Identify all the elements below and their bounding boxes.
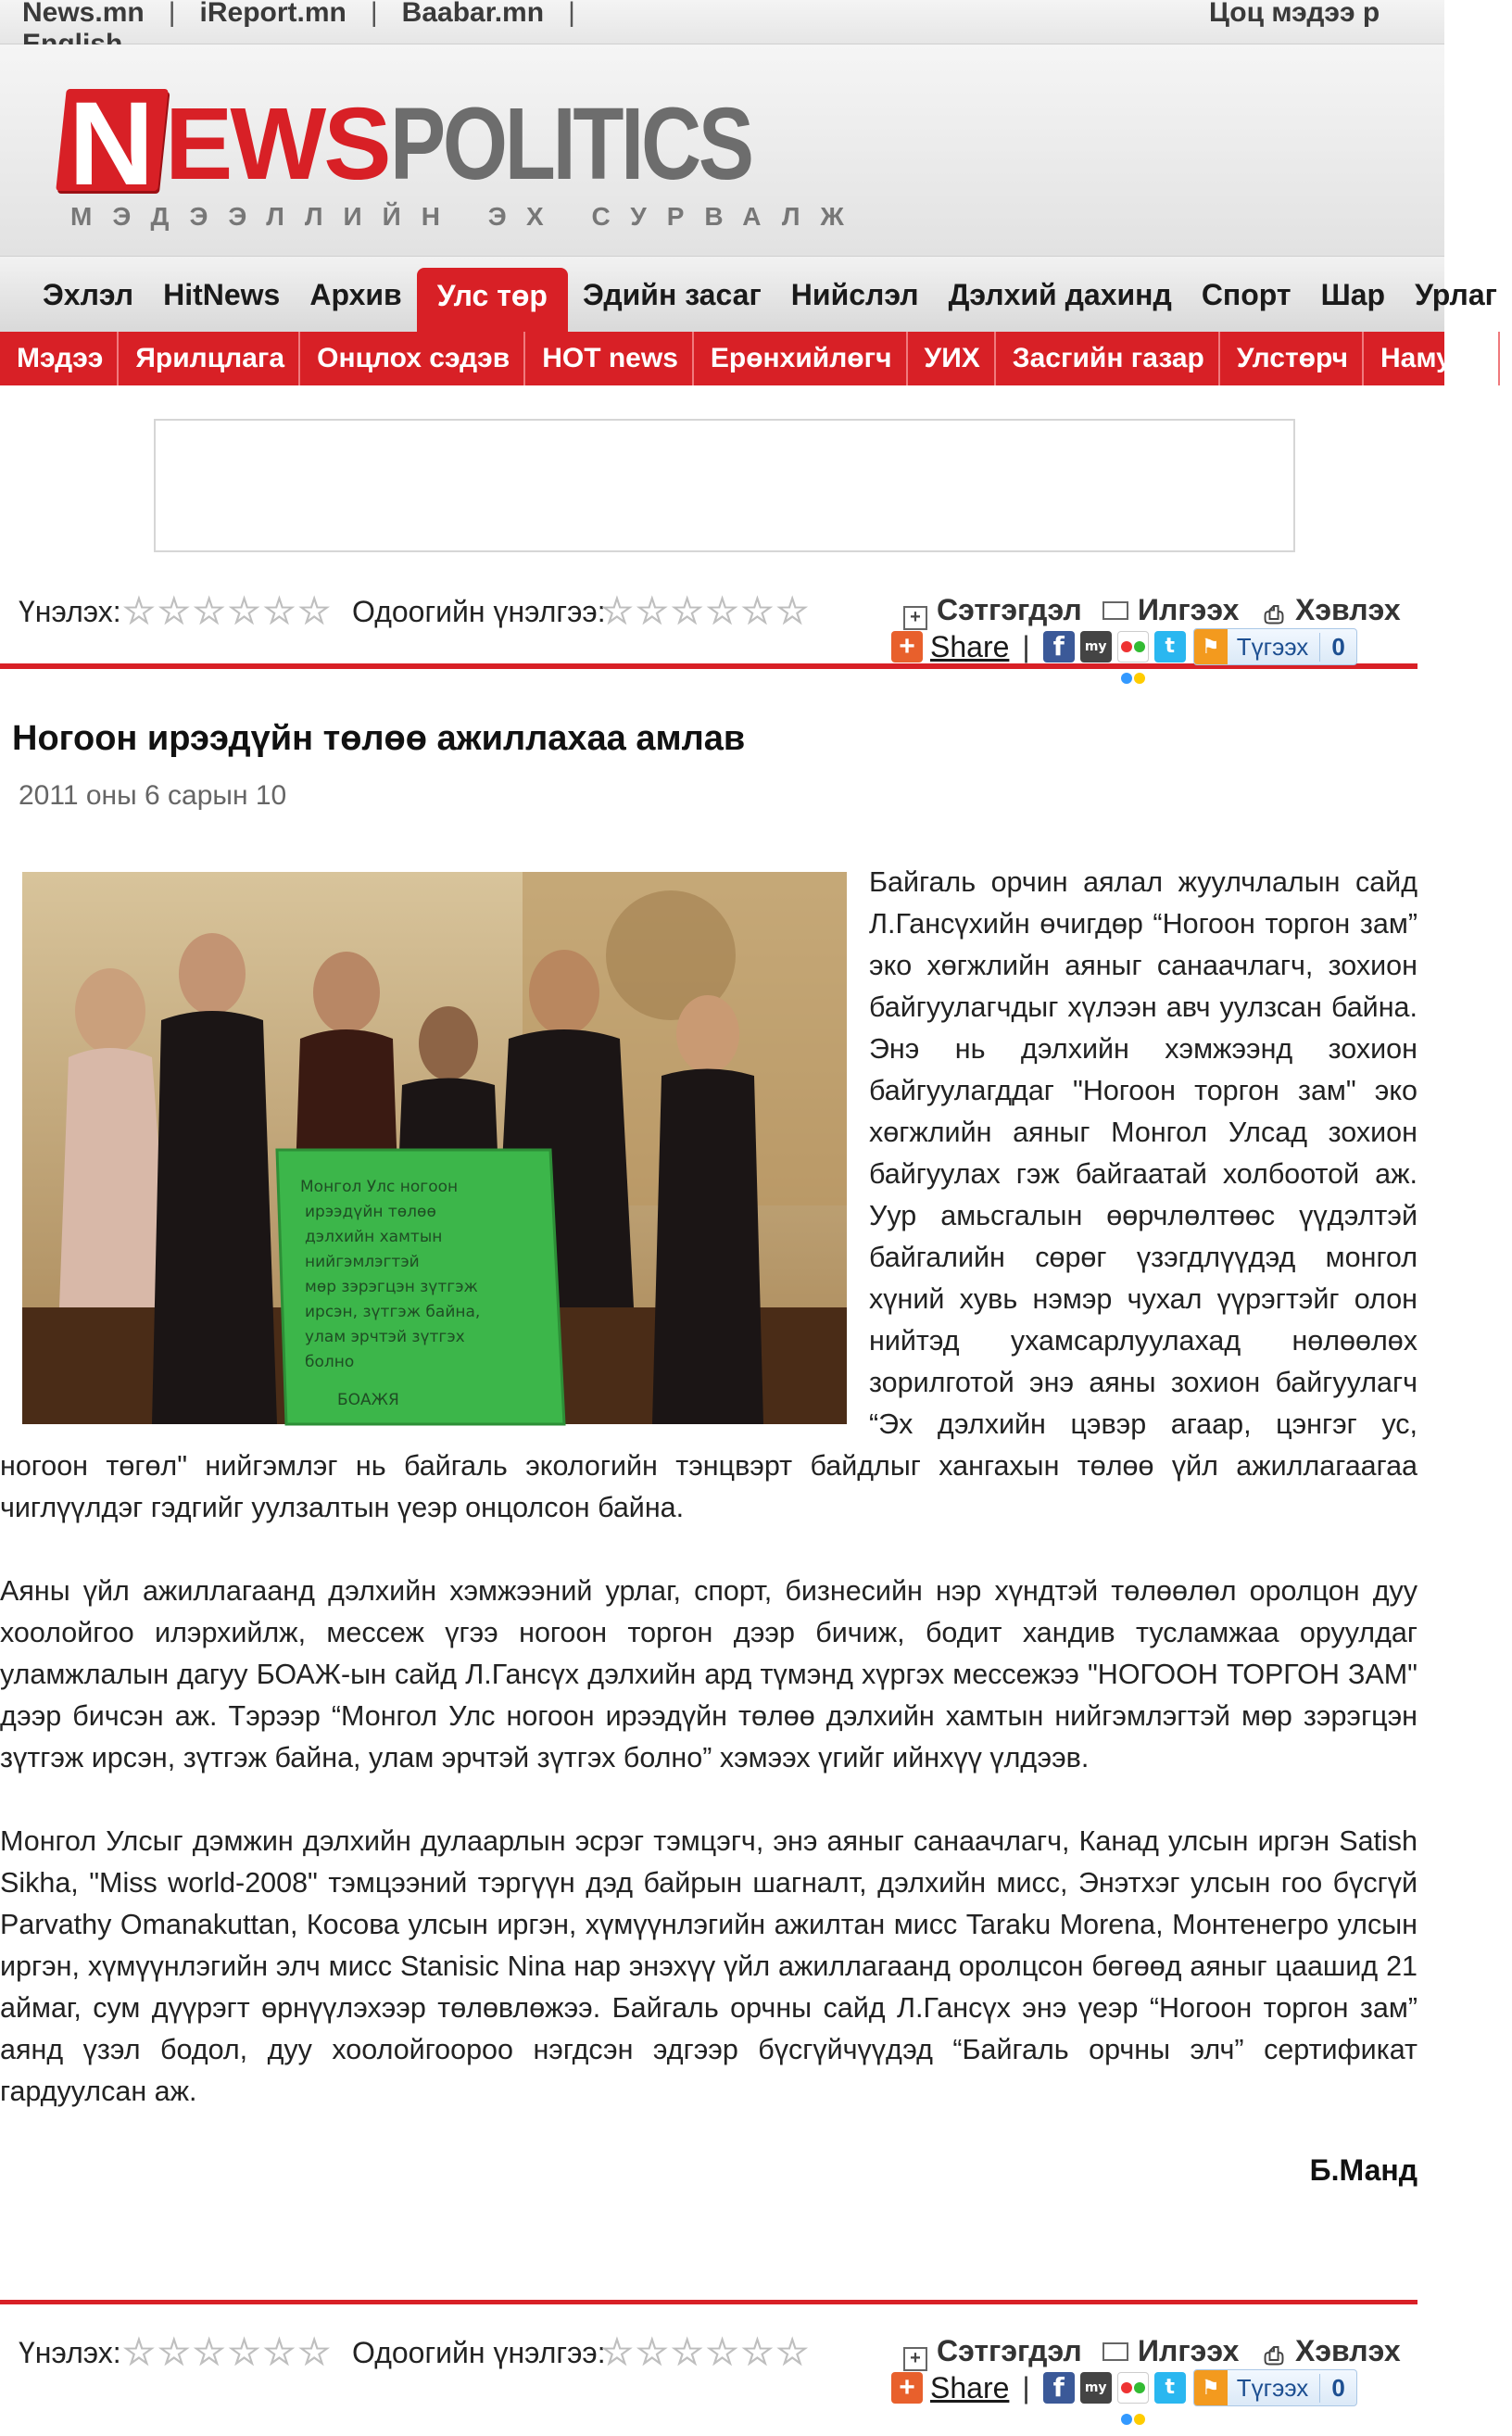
nav-item-politics[interactable]: Улс төр bbox=[417, 268, 568, 333]
article-date: 2011 оны 6 сарын 10 bbox=[19, 780, 287, 811]
twitter-icon[interactable]: t bbox=[1154, 631, 1186, 663]
article-tools-top bbox=[0, 574, 1418, 669]
subnav-item-interview[interactable]: Ярилцлага bbox=[119, 332, 300, 385]
star-icon: ☆ bbox=[635, 591, 669, 632]
star-icon[interactable]: ☆ bbox=[122, 2332, 156, 2373]
print-label: Хэвлэх bbox=[1295, 2334, 1401, 2367]
nav-item-hitnews[interactable]: HitNews bbox=[163, 278, 281, 311]
follow-label: Түгээх bbox=[1236, 2373, 1309, 2402]
current-rating-stars bbox=[600, 2334, 809, 2371]
myworld-icon[interactable]: my bbox=[1080, 2372, 1112, 2404]
star-icon[interactable]: ☆ bbox=[262, 591, 296, 632]
facebook-icon[interactable]: f bbox=[1043, 2372, 1075, 2404]
subnav-item-news[interactable]: Мэдээ bbox=[0, 332, 119, 385]
star-icon[interactable]: ☆ bbox=[262, 2332, 296, 2373]
banner-line: ирээдүйн төлөө bbox=[305, 1203, 436, 1221]
banner-line: болно bbox=[305, 1353, 355, 1371]
separator: | bbox=[1022, 629, 1030, 663]
print-label: Хэвлэх bbox=[1295, 593, 1401, 626]
star-icon[interactable]: ☆ bbox=[297, 591, 332, 632]
print-icon: ⎙ bbox=[1264, 600, 1284, 628]
star-icon[interactable]: ☆ bbox=[297, 2332, 332, 2373]
banner-line: улам эрчтэй зүтгэх bbox=[305, 1328, 465, 1346]
article-photo bbox=[22, 872, 847, 1424]
top-bar bbox=[0, 0, 1444, 44]
banner-line: ирсэн, зүтгэж байна, bbox=[305, 1303, 481, 1321]
separator: | bbox=[568, 0, 575, 28]
star-icon: ☆ bbox=[670, 591, 704, 632]
site-header bbox=[0, 44, 1444, 256]
rate-label: Үнэлэх: bbox=[19, 595, 121, 628]
star-icon[interactable]: ☆ bbox=[157, 2332, 191, 2373]
email-button[interactable] bbox=[1102, 2334, 1239, 2368]
facebook-icon[interactable]: f bbox=[1043, 631, 1075, 663]
star-icon[interactable]: ☆ bbox=[192, 591, 226, 632]
comment-button[interactable] bbox=[903, 2334, 1082, 2371]
follow-count: 0 bbox=[1319, 2374, 1355, 2403]
star-icon: ☆ bbox=[635, 2332, 669, 2373]
email-button[interactable] bbox=[1102, 593, 1239, 627]
twitter-icon[interactable]: t bbox=[1154, 2372, 1186, 2404]
nav-item-archive[interactable]: Архив bbox=[309, 278, 402, 311]
star-icon: ☆ bbox=[775, 591, 810, 632]
link-news-mn[interactable]: News.mn bbox=[22, 0, 145, 28]
banner-line: БОАЖЯ bbox=[337, 1391, 399, 1409]
star-icon[interactable]: ☆ bbox=[227, 2332, 261, 2373]
share-plus-icon[interactable]: + bbox=[891, 631, 923, 663]
comment-label: Сэтгэгдэл bbox=[937, 2334, 1082, 2367]
article-paragraph: Монгол Улсыг дэмжин дэлхийн дулаарлын эсрэг тэмцэгч, энэ аяныг санаачлагч, Канад улсын иргэн Satish Sikha, "Miss world-2008" тэмцээний тэргүүн дэд байрын шагналт, дэлхийн мисс, Энэтхэг улсын гоо бүсгүй Parvathy Omanakuttan, Косова улсын иргэн, хүмүүнлэгийн ажилтан мисс Taraku Morena, Монтенегро улсын иргэн, хүмүүнлэгийн элч мисс Stanisic Nina нар энэхүү үйл ажиллагаанд оролцсон бөгөөд аяныг цаашид 21 аймаг, сум дүүрэгт өрнүүлэхээр төлөвлөжээ. Байгаль орчны сайд Л.Гансүх энэ үеэр “Ногоон торгон зам” аянд үзэл бодол, дуу хоолойгоороо нэгдсэн эдгээр бүсгүйчүүдэд “Байгаль орчны элч” сертификат гардуулсан аж. bbox=[0, 1825, 1418, 2107]
star-icon: ☆ bbox=[705, 591, 739, 632]
article-photo-illustration bbox=[22, 872, 847, 1424]
link-ireport-mn[interactable]: iReport.mn bbox=[199, 0, 346, 28]
share-link[interactable]: Share bbox=[930, 629, 1010, 663]
comment-label: Сэтгэгдэл bbox=[937, 593, 1082, 626]
current-rating-stars bbox=[600, 593, 809, 630]
logo-letter: N bbox=[69, 78, 151, 210]
article-title: Ногоон ирээдүйн төлөө ажиллахаа амлав bbox=[12, 719, 746, 758]
ad-banner-placeholder[interactable] bbox=[154, 419, 1295, 552]
breaking-news-link[interactable]: Цоц мэдээ р bbox=[1209, 0, 1380, 28]
current-rating-label: Одоогийн үнэлгээ: bbox=[352, 595, 606, 628]
logo-tagline: МЭДЭЭЛЛИЙН ЭХ СУРВАЛЖ bbox=[70, 202, 864, 231]
article-paragraph: Байгаль орчин аялал жуулчлалын сайд Л.Гансүхийн өчигдөр “Ногоон торгон зам” эко хөгжлийн аяныг санаачлагч, зохион байгуулагчдыг хүлээн авч уулзсан байна. Энэ нь дэлхийн хэмжээнд зохион байгуулагддаг "Ногоон торгон зам" эко хөгжлийн аяныг Монгол Улсад зохион байгуулах гэж байгаатай холбоотой аж. Уур амьсгалын өөрчлөлтөөс үүдэлтэй байгалийн сөрөг үзэгдлүүдэд монгол хүний хувь нэмэр чухал үүрэгтэйг олон нийтэд ухамсарлуулахад нөлөөлөх зорилготой энэ аяны зохион байгуулагч “Эх дэлхийн цэвэр агаар, цэнгэг ус, ногоон төгөл" нийгэмлэг нь байгаль экологийн тэнцвэрт байдлыг хангахын төлөө үйл ажиллагаагаа чиглүүлдэг гэдгийг уулзалтын үеэр онцолсон байна. bbox=[0, 866, 1418, 1523]
nav-item-economy[interactable]: Эдийн засаг bbox=[582, 278, 762, 311]
comment-button[interactable] bbox=[903, 593, 1082, 630]
star-icon: ☆ bbox=[705, 2332, 739, 2373]
star-icon: ☆ bbox=[740, 591, 775, 632]
banner-line: Монгол Улс ногоон bbox=[300, 1178, 459, 1196]
article-tools-bottom bbox=[0, 2300, 1418, 2404]
follow-icon: ⚑ bbox=[1194, 2370, 1228, 2405]
star-icon[interactable]: ☆ bbox=[192, 2332, 226, 2373]
google-icon[interactable] bbox=[1117, 2372, 1149, 2404]
email-label: Илгээх bbox=[1138, 593, 1240, 626]
share-plus-icon[interactable]: + bbox=[891, 2372, 923, 2404]
banner-line: мөр зэрэгцэн зүтгэж bbox=[305, 1278, 478, 1296]
nav-item-gossip[interactable]: Шар bbox=[1320, 278, 1386, 311]
banner-line: нийгэмлэгтэй bbox=[305, 1253, 420, 1271]
star-icon: ☆ bbox=[670, 2332, 704, 2373]
subnav-item-featured[interactable]: Онцлох сэдэв bbox=[300, 332, 525, 385]
subnav-item-politicians[interactable]: Улстөрч bbox=[1220, 332, 1364, 385]
logo-word-news: EWS bbox=[165, 87, 389, 201]
nav-item-sport[interactable]: Спорт bbox=[1201, 278, 1292, 311]
rate-stars[interactable] bbox=[122, 593, 331, 630]
share-row bbox=[891, 628, 1357, 665]
print-icon: ⎙ bbox=[1264, 2341, 1284, 2369]
google-icon[interactable] bbox=[1117, 631, 1149, 663]
subnav-item-president[interactable]: Ерөнхийлөгч bbox=[694, 332, 908, 385]
follow-button[interactable] bbox=[1193, 628, 1357, 665]
logo-word-politics: POLITICS bbox=[390, 87, 751, 201]
email-icon bbox=[1102, 2342, 1128, 2361]
myworld-icon[interactable]: my bbox=[1080, 631, 1112, 663]
print-button[interactable] bbox=[1262, 593, 1401, 627]
follow-label: Түгээх bbox=[1236, 632, 1309, 661]
subnav-item-hot-news[interactable]: HOT news bbox=[525, 332, 694, 385]
follow-button[interactable] bbox=[1193, 2369, 1357, 2406]
star-icon: ☆ bbox=[600, 2332, 634, 2373]
rate-stars[interactable] bbox=[122, 2334, 331, 2371]
separator: | bbox=[1022, 2370, 1030, 2404]
share-row bbox=[891, 2369, 1357, 2406]
star-icon: ☆ bbox=[740, 2332, 775, 2373]
subnav-item-government[interactable]: Засгийн газар bbox=[996, 332, 1220, 385]
star-icon[interactable]: ☆ bbox=[157, 591, 191, 632]
follow-count: 0 bbox=[1319, 633, 1355, 662]
subnav-item-parties[interactable]: Намууд bbox=[1364, 332, 1500, 385]
nav-item-capital[interactable]: Нийслэл bbox=[790, 278, 919, 311]
email-icon bbox=[1102, 601, 1128, 620]
nav-item-arts[interactable]: Урлаг bbox=[1415, 278, 1497, 311]
current-rating-label: Одоогийн үнэлгээ: bbox=[352, 2336, 606, 2369]
link-baabar-mn[interactable]: Baabar.mn bbox=[401, 0, 545, 28]
share-link[interactable]: Share bbox=[930, 2370, 1010, 2404]
star-icon: ☆ bbox=[775, 2332, 810, 2373]
sub-nav bbox=[0, 332, 1484, 385]
star-icon: ☆ bbox=[600, 591, 634, 632]
nav-item-home[interactable]: Эхлэл bbox=[43, 278, 134, 311]
star-icon[interactable]: ☆ bbox=[122, 591, 156, 632]
print-button[interactable] bbox=[1262, 2334, 1401, 2368]
separator: | bbox=[370, 0, 378, 28]
follow-icon: ⚑ bbox=[1194, 629, 1228, 664]
star-icon[interactable]: ☆ bbox=[227, 591, 261, 632]
article-paragraph: Аяны үйл ажиллагаанд дэлхийн хэмжээний урлаг, спорт, бизнесийн нэр хүндтэй төлөөлөл оролцон дуу хоолойгоо илэрхийлж, мессеж үгээ ногоон торгон дээр бичиж, бодит хандив тусламжаа оруулдаг уламжлалын дагуу БОАЖ-ын сайд Л.Гансүх дэлхийн ард түмэнд хүргэх мессежээ "НОГООН ТОРГОН ЗАМ" дээр бичсэн аж. Тэрээр “Монгол Улс ногоон ирээдүйн төлөө дэлхийн хамтын нийгэмлэгтэй мөр зэрэгцэн зүтгэж ирсэн, зүтгэж байна, улам эрчтэй зүтгэх болно” хэмээх үгийг ийнхүү үлдээв. bbox=[0, 1575, 1418, 1773]
rate-label: Үнэлэх: bbox=[19, 2336, 121, 2369]
subnav-item-parliament[interactable]: УИХ bbox=[908, 332, 996, 385]
comment-icon: + bbox=[903, 606, 927, 630]
main-nav bbox=[0, 256, 1497, 332]
comment-icon: + bbox=[903, 2347, 927, 2371]
email-label: Илгээх bbox=[1138, 2334, 1240, 2367]
banner-line: дэлхийн хамтын bbox=[305, 1228, 443, 1246]
separator: | bbox=[168, 0, 176, 28]
nav-item-world[interactable]: Дэлхий дахинд bbox=[948, 278, 1172, 311]
article-author: Б.Манд bbox=[1309, 2153, 1418, 2187]
